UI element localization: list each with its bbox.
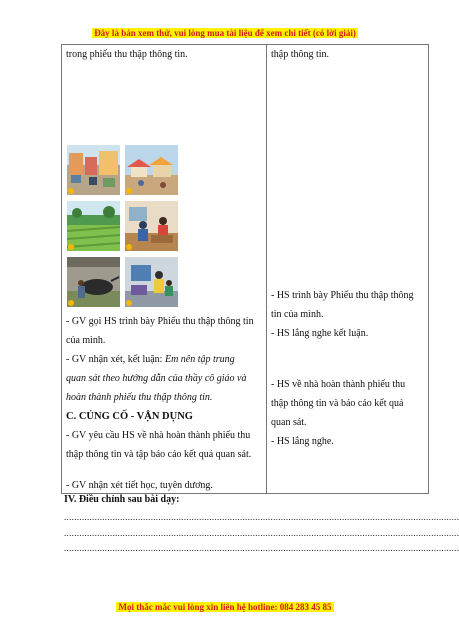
- left-line-1: trong phiếu thu thập thông tin.: [66, 49, 188, 60]
- photo-market-umbrellas: [125, 145, 178, 195]
- photo-workshop: [125, 201, 178, 251]
- photo-number-badge: [126, 300, 132, 306]
- preview-watermark-banner: [0, 28, 450, 38]
- hotline-footer-banner: [0, 602, 450, 612]
- hotline-footer-text: Mọi thắc mắc vui lòng xin liên hệ hotline: 084 283 45 85: [118, 602, 332, 612]
- conclusion-italic-a: Em nên tập trung: [164, 354, 235, 365]
- left-gv-conclusion-line-c: hoàn thành phiếu thu thập thông tin.: [66, 392, 213, 403]
- left-gv-conclusion-line-b: quan sát theo hướng dẫn của thầy cô giáo và: [66, 373, 247, 384]
- photo-number-badge: [68, 188, 74, 194]
- conclusion-prefix: - GV nhận xét, kết luận:: [66, 354, 165, 365]
- adjustment-dotted-line-1: ...........................................................................................................................................................: [64, 512, 459, 522]
- right-hs-present-line-a: - HS trình bày Phiếu thu thập thông: [271, 290, 414, 301]
- left-gv-present-line-a: - GV gọi HS trình bày Phiếu thu thập thông tin: [66, 316, 254, 327]
- right-hs-listen-line: - HS lắng nghe kết luận.: [271, 328, 369, 339]
- left-gv-closing-line: - GV nhận xét tiết học, tuyên dương.: [66, 480, 213, 491]
- adjustment-dotted-line-3: ...........................................................................................................................................................: [64, 543, 459, 553]
- photo-rice-field: [67, 201, 120, 251]
- right-hs-listen-line-2: - HS lắng nghe.: [271, 436, 334, 447]
- photo-number-badge: [126, 188, 132, 194]
- photo-farmer-buffalo: [67, 257, 120, 307]
- right-line-1: thập thông tin.: [271, 49, 330, 60]
- left-gv-present-line-b: của mình.: [66, 335, 106, 346]
- adjustment-dotted-line-2: ...........................................................................................................................................................: [64, 528, 459, 538]
- right-hs-homework-line-a: - HS về nhà hoàn thành phiếu thu: [271, 379, 406, 390]
- right-hs-homework-line-c: quan sát.: [271, 417, 307, 428]
- preview-watermark-text: Đây là bản xem thử, vui lòng mua tài liệu để xem chi tiết (có lời giải): [94, 28, 356, 38]
- lesson-plan-table: [61, 44, 429, 494]
- right-hs-homework-line-b: thập thông tin và báo cáo kết quả: [271, 398, 404, 409]
- teacher-activities-cell: [62, 45, 267, 494]
- student-activities-cell: [267, 45, 429, 494]
- section-c-heading: C. CỦNG CỐ - VẬN DỤNG: [66, 411, 193, 422]
- photo-shop-street: [67, 145, 120, 195]
- photo-number-badge: [68, 244, 74, 250]
- left-gv-homework-line-b: thập thông tin và tập báo cáo kết quả quan sát.: [66, 449, 252, 460]
- left-gv-homework-line-a: - GV yêu cầu HS về nhà hoàn thành phiếu thu: [66, 430, 251, 441]
- photo-number-badge: [68, 300, 74, 306]
- photo-number-badge: [126, 244, 132, 250]
- right-hs-present-line-b: tin của mình.: [271, 309, 324, 320]
- section-iv-heading: IV. Điều chỉnh sau bài dạy:: [64, 494, 180, 505]
- left-gv-conclusion-line-a: [66, 350, 262, 369]
- photo-factory-workers: [125, 257, 178, 307]
